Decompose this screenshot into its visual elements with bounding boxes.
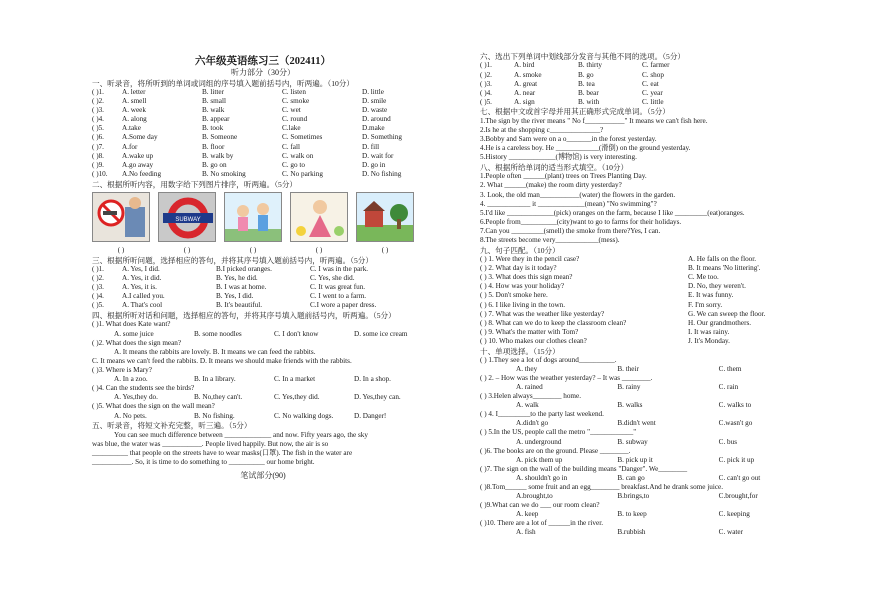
option-text: B. go xyxy=(578,70,594,79)
mc-question: ( )8.Tom______ some fruit and an egg________ breakfast.And he drank some juice. xyxy=(480,482,724,491)
option-text: B. litter xyxy=(202,88,224,96)
match-question: ( ) 10. Who makes our clothes clean? xyxy=(480,336,587,345)
picture-answer-blank: ( ) xyxy=(315,245,323,254)
option-text: C. Yes,they did. xyxy=(274,393,320,402)
fill-in-line: 4.He is a careless boy. He ____________(滑倒) on the ground yesterday. xyxy=(480,144,691,153)
option-text: C. can't go out xyxy=(718,473,761,482)
option-text: A. Yes, I did. xyxy=(122,264,160,273)
match-row xyxy=(480,337,820,346)
sec4-q3: ( )3. Where is Mary? xyxy=(92,366,152,375)
question-number: ( )5. xyxy=(92,301,104,310)
option-text: D. smile xyxy=(362,97,387,106)
option-text: B. rainy xyxy=(617,383,641,392)
sec6-list xyxy=(480,61,820,106)
option-text: A. Yes,they do. xyxy=(114,393,158,402)
sec4-q1: ( )1. What does Kate want? xyxy=(92,320,171,329)
option-text: A. No pets. xyxy=(114,411,147,420)
option-text: B. walk xyxy=(202,106,225,115)
sec6-heading: 六、选出下列单词中划线部分发音与其他不同的选项。（5分） xyxy=(480,52,686,61)
question-number: ( )3. xyxy=(480,79,492,88)
match-answer: B. It means 'No littering'. xyxy=(688,264,761,273)
option-text: B. I was at home. xyxy=(216,283,267,292)
option-text: D. No fishing xyxy=(362,169,402,178)
option-text: C. bus xyxy=(718,437,738,446)
match-row xyxy=(480,273,820,282)
option-text: B. In a library. xyxy=(194,375,236,384)
sec10-list xyxy=(480,356,820,537)
sec4-q5-options xyxy=(92,412,434,421)
option-text: B. No,they can't. xyxy=(194,393,243,402)
sec4-heading: 四、根据所听对话和问题，选择相应的答句，并将其序号填入题前括号内，听两遍。（5分） xyxy=(92,311,396,320)
option-text: D. fill xyxy=(362,142,380,151)
option-text: B. tea xyxy=(578,79,595,88)
sec6-row xyxy=(480,61,820,70)
mc-options xyxy=(480,474,820,483)
option-text: C. year xyxy=(642,88,663,97)
question-number: ( )9. xyxy=(92,160,104,169)
option-text: C.wasn't go xyxy=(718,419,753,428)
picture-answer-blank: ( ) xyxy=(249,245,257,254)
fill-in-line: 1.The sign by the river means " No f___________" It means we can't fish here. xyxy=(480,116,708,125)
fill-in-line: 1.People often ______(plant) trees on Trees Planting Day. xyxy=(480,172,647,181)
question-number: ( )1. xyxy=(92,264,104,273)
match-answer: E. It was funny. xyxy=(688,291,734,300)
option-text: C. keeping xyxy=(718,509,750,518)
match-answer: H. Our grandmothers. xyxy=(688,318,752,327)
mc-question: ( ) 1.They see a lot of dogs around__________. xyxy=(480,356,617,365)
option-text: A. letter xyxy=(122,88,146,96)
question-number: ( )4. xyxy=(480,88,492,97)
sec9-heading: 九、句子匹配。（10分） xyxy=(480,245,560,255)
match-row xyxy=(480,310,820,319)
option-text: D. little xyxy=(362,88,384,96)
mc-options xyxy=(480,401,820,410)
option-text: C. I went to a farm. xyxy=(310,292,367,301)
fill-in-line: 8.The streets become very____________(mess). xyxy=(480,236,620,244)
question-number: ( )5. xyxy=(92,124,104,133)
option-text: B. Someone xyxy=(202,133,238,142)
option-text: C. No parking xyxy=(282,169,323,178)
sec1-row xyxy=(92,88,434,97)
option-text: C. eat xyxy=(642,79,659,88)
sec1-row xyxy=(92,106,434,115)
match-question: ( ) 6. I like living in the town. xyxy=(480,300,566,309)
mc-options xyxy=(480,365,820,374)
passage-line: was blue, the water was ___________. People lived happily. But now, the air is so xyxy=(92,439,329,448)
option-text: C. smoke xyxy=(282,97,310,106)
option-text: C. farmer xyxy=(642,61,670,70)
option-text: A.Some day xyxy=(122,133,158,142)
match-row xyxy=(480,291,820,300)
sec1-row xyxy=(92,143,434,152)
fill-in-line: 7.Can you _________(smell) the smoke from there?Yes, I can. xyxy=(480,226,661,235)
option-text: A. walk xyxy=(516,401,539,410)
picture-answer-blank: ( ) xyxy=(117,245,125,254)
sec4-q2: ( )2. What does the sign mean? xyxy=(92,338,182,347)
picture-girl-garden xyxy=(290,192,348,242)
option-text: A.for xyxy=(122,142,138,151)
question-number: ( )2. xyxy=(92,274,104,283)
option-text: D. around xyxy=(362,115,391,124)
option-text: A. smell xyxy=(122,97,147,106)
mc-options xyxy=(480,383,820,392)
mc-question: ( )6. The books are on the ground. Please ________. xyxy=(480,446,631,455)
mc-options xyxy=(480,438,820,447)
mc-question: ( ) 2. – How was the weather yesterday? – It was ________. xyxy=(480,374,653,383)
sec4-q4-options xyxy=(92,393,434,402)
match-answer: C. Me too. xyxy=(688,273,719,282)
sec8-list xyxy=(480,172,820,245)
option-text: A. week xyxy=(122,106,146,115)
option-text: A. shouldn't go in xyxy=(516,473,568,482)
match-answer: J. It's Monday. xyxy=(688,336,730,345)
option-text: B.didn't went xyxy=(617,419,656,428)
match-question: ( ) 2. What day is it today? xyxy=(480,264,557,273)
option-text: A. Yes, it did. xyxy=(122,274,162,283)
match-question: ( ) 3. What does this sign mean? xyxy=(480,273,573,282)
fill-in-line: 2. What ______(make) the room dirty yesterday? xyxy=(480,181,622,190)
question-number: ( )8. xyxy=(92,151,104,160)
mc-question: ( )10. There are a lot of ______in the river. xyxy=(480,518,604,527)
sec4-q4: ( )4. Can the students see the birds? xyxy=(92,384,195,393)
option-text: C. walks to xyxy=(718,401,752,410)
fill-in-line: 6.People from__________(city)want to go to farms for their holidays. xyxy=(480,217,682,226)
option-text: A. sign xyxy=(514,97,535,106)
passage-line: You can see much difference between _____________ and now. Fifty years ago, the sky xyxy=(114,430,368,439)
option-text: B. It's beautiful. xyxy=(216,301,263,310)
option-text: C.lake xyxy=(282,124,301,133)
option-text: B. their xyxy=(617,365,639,374)
question-number: ( )3. xyxy=(92,106,104,115)
match-answer: I. It was rainy. xyxy=(688,327,730,336)
fill-in-line: 2.Is he at the shopping c______________? xyxy=(480,125,604,134)
fill-in-line: 5.History _____________(博物馆) is very interesting. xyxy=(480,153,637,162)
picture-row xyxy=(92,192,434,244)
sec4-q3-options xyxy=(92,375,434,384)
option-text: C. Sometimes xyxy=(282,133,323,142)
option-text: A. great xyxy=(514,79,538,88)
option-text: D. waste xyxy=(362,106,388,115)
svg-text:SUBWAY: SUBWAY xyxy=(175,216,201,223)
option-text: B. took xyxy=(202,124,224,133)
option-text: B. pick up it xyxy=(617,455,653,464)
sec7-list xyxy=(480,117,820,162)
worksheet-title: 六年级英语练习三（202411） xyxy=(195,56,331,67)
option-text: B. with xyxy=(578,97,600,106)
sec6-row xyxy=(480,89,820,98)
mc-question: ( ) 5.In the US, people call the metro "____________" xyxy=(480,428,637,437)
sec9-list xyxy=(480,255,820,346)
option-text: A.I called you. xyxy=(122,292,165,301)
right-column xyxy=(480,0,820,537)
option-text: A.go away xyxy=(122,160,154,169)
match-question: ( ) 4. How was your holiday? xyxy=(480,282,565,291)
fill-in-line: 3. Look, the old man___________(water) the flowers in the garden. xyxy=(480,190,676,199)
sec1-heading: 一、听录音，将所听到的单词或词组的序号填入题前括号内，听两遍。（10分） xyxy=(92,78,354,88)
option-text: A. along xyxy=(122,115,147,124)
sec4-q2-options-b: C. It means we can't feed the rabbits. D. It means we should make friends with the rabbits. xyxy=(92,356,352,365)
listening-label: 听力部分（30分） xyxy=(231,68,295,77)
fill-in-line: 5.I'd like _____________(pick) oranges on the farm, because I like _________(eat)oranges. xyxy=(480,208,745,217)
option-text: A. smoke xyxy=(514,70,542,79)
question-number: ( )1. xyxy=(92,88,104,96)
match-question: ( ) 8. What can we do to keep the classroom clean? xyxy=(480,318,627,327)
option-text: C. I was in the park. xyxy=(310,264,369,273)
option-text: C. rain xyxy=(718,383,739,392)
question-number: ( )7. xyxy=(92,142,104,151)
option-text: A. pick them up xyxy=(516,455,563,464)
option-text: A. they xyxy=(516,365,538,374)
picture-answer-blank: ( ) xyxy=(381,245,389,254)
sec1-row xyxy=(92,133,434,142)
option-text: B. thirty xyxy=(578,61,602,70)
option-text: D. go in xyxy=(362,160,386,169)
picture-answer-blank: ( ) xyxy=(183,245,191,254)
option-text: C. walk on xyxy=(282,151,314,160)
match-row xyxy=(480,301,820,310)
mc-question: ( ) 4. I_________to the party last weekend. xyxy=(480,410,604,419)
match-answer: G. We can sweep the floor. xyxy=(688,309,766,318)
option-text: D. some ice cream xyxy=(354,329,408,338)
sec8-heading: 八、根据所给单词的适当形式填空。（10分） xyxy=(480,162,629,172)
fill-in-line: 4. ____________ it _____________(mean) "No swimming"? xyxy=(480,199,657,208)
match-answer: F. I'm sorry. xyxy=(688,300,723,309)
option-text: A. underground xyxy=(516,437,562,446)
option-text: B. walk by xyxy=(202,151,234,160)
match-row xyxy=(480,319,820,328)
match-question: ( ) 9. What's the matter with Tom? xyxy=(480,327,579,336)
mc-options xyxy=(480,456,820,465)
option-text: B. walks xyxy=(617,401,643,410)
sec10-heading: 十、单项选择。（15分） xyxy=(480,346,560,356)
option-text: C. fall xyxy=(282,142,300,151)
picture-answer-row xyxy=(92,246,434,255)
option-text: D. Danger! xyxy=(354,411,387,420)
option-text: A.didn't go xyxy=(516,419,549,428)
option-text: A.No feeding xyxy=(122,169,162,178)
option-text: C. them xyxy=(718,365,742,374)
option-text: A. rained xyxy=(516,383,543,392)
option-text: B. appear xyxy=(202,115,230,124)
question-number: ( )4. xyxy=(92,292,104,301)
option-text: A. some juice xyxy=(114,329,154,338)
option-text: A. keep xyxy=(516,509,539,518)
option-text: D. Something xyxy=(362,133,402,142)
option-text: B.rubbish xyxy=(617,527,646,536)
question-number: ( )6. xyxy=(92,133,104,142)
sec6-row xyxy=(480,80,820,89)
question-number: ( )2. xyxy=(480,70,492,79)
question-number: ( )3. xyxy=(92,283,104,292)
sec3-row xyxy=(92,274,434,283)
sec3-row xyxy=(92,265,434,274)
option-text: B. go on xyxy=(202,160,227,169)
question-number: ( )2. xyxy=(92,97,104,106)
mc-question: ( ) 3.Helen always________ home. xyxy=(480,392,582,401)
option-text: B. No fishing. xyxy=(194,411,235,420)
option-text: B. Yes, he did. xyxy=(216,274,258,283)
match-question: ( ) 7. What was the weather like yesterday? xyxy=(480,309,605,318)
match-question: ( ) 1. Were they in the pencil case? xyxy=(480,255,580,264)
option-text: C.I wore a paper dress. xyxy=(310,301,377,310)
match-row xyxy=(480,328,820,337)
sec3-list xyxy=(92,265,434,310)
option-text: A.brought,to xyxy=(516,491,553,500)
sec1-row xyxy=(92,161,434,170)
option-text: D. In a shop. xyxy=(354,375,391,384)
option-text: C. pick it up xyxy=(718,455,755,464)
sec3-row xyxy=(92,283,434,292)
option-text: C. In a market xyxy=(274,375,316,384)
option-text: C. I don't know xyxy=(274,329,319,338)
option-text: B. to keep xyxy=(617,509,647,518)
match-answer: A. He falls on the floor. xyxy=(688,255,757,264)
sec7-heading: 七、根据中文或首字母并用其正确形式完成单词。（5分） xyxy=(480,107,670,117)
option-text: C. wet xyxy=(282,106,301,115)
mc-options xyxy=(480,528,820,537)
sec6-row xyxy=(480,71,820,80)
option-text: B.brings,to xyxy=(617,491,650,500)
sec3-row xyxy=(92,292,434,301)
sec1-row xyxy=(92,152,434,161)
mc-options xyxy=(480,492,820,501)
passage-line: ___________. So, it is time to do something to __________ our home bright. xyxy=(92,457,315,466)
sec4-q5: ( )5. What does the sign on the wall mean? xyxy=(92,402,215,411)
sec5-passage xyxy=(92,431,434,467)
question-number: ( )10. xyxy=(92,169,108,178)
mc-options xyxy=(480,419,820,428)
sec3-heading: 三、根据所听问题，选择相应的答句，并将其序号填入题前括号内，听两遍。（5分） xyxy=(92,255,373,265)
sec5-heading: 五、听录音，将短文补充完整，听三遍。（5分） xyxy=(92,421,252,431)
option-text: D. Yes,they can. xyxy=(354,393,401,402)
option-text: C. round xyxy=(282,115,308,124)
sec4-q2-options-a: A. It means the rabbits are lovely. B. It means we can feed the rabbits. xyxy=(114,347,316,356)
option-text: C.brought,for xyxy=(718,491,758,500)
option-text: B. Yes, I did. xyxy=(216,292,254,301)
picture-underground-sign xyxy=(158,192,216,242)
sec1-row xyxy=(92,170,434,179)
option-text: B.I picked oranges. xyxy=(216,264,272,273)
sec2-heading: 二、根据所听内容，用数字给下列图片排序，听两遍。（5分） xyxy=(92,179,298,189)
picture-farm-scene xyxy=(356,192,414,242)
mc-question: ( )9.What can we do ___ our room clean? xyxy=(480,500,600,509)
mc-options xyxy=(480,510,820,519)
option-text: A. near xyxy=(514,88,536,97)
written-label: 笔试部分(90) xyxy=(240,471,286,481)
option-text: C. water xyxy=(718,527,744,536)
option-text: A.wake up xyxy=(122,151,154,160)
picture-no-smoking xyxy=(92,192,150,242)
picture-children-rain xyxy=(224,192,282,242)
sec1-row xyxy=(92,124,434,133)
option-text: B. floor xyxy=(202,142,225,151)
option-text: A. Yes, it is. xyxy=(122,283,157,292)
match-row xyxy=(480,282,820,291)
left-column xyxy=(92,0,434,480)
option-text: C. go to xyxy=(282,160,305,169)
mc-question: ( )7. The sign on the wall of the building means "Danger". We________ xyxy=(480,464,688,473)
sec4-q1-options xyxy=(92,330,434,339)
option-text: B. subway xyxy=(617,437,648,446)
option-text: B. bear xyxy=(578,88,599,97)
option-text: B. small xyxy=(202,97,226,106)
option-text: B. some noodles xyxy=(194,329,242,338)
question-number: ( )5. xyxy=(480,97,492,106)
match-question: ( ) 5. Don't smoke here. xyxy=(480,291,548,300)
option-text: A. In a zoo. xyxy=(114,375,148,384)
sec1-list xyxy=(92,88,434,179)
option-text: C. shop xyxy=(642,70,664,79)
option-text: A. fish xyxy=(516,527,536,536)
question-number: ( )4. xyxy=(92,115,104,124)
option-text: A. bird xyxy=(514,61,535,70)
option-text: A. That's cool xyxy=(122,301,163,310)
passage-line: __________ that people on the streets have to wear masks(口罩). The fish in the water are xyxy=(92,448,353,457)
sec6-row xyxy=(480,98,820,107)
match-row xyxy=(480,255,820,264)
option-text: C. No walking dogs. xyxy=(274,411,334,420)
sec3-row xyxy=(92,301,434,310)
sec1-row xyxy=(92,97,434,106)
option-text: A.take xyxy=(122,124,141,133)
option-text: C. little xyxy=(642,97,664,106)
match-answer: D. No, they weren't. xyxy=(688,282,746,291)
option-text: B. can go xyxy=(617,473,645,482)
option-text: C. listen xyxy=(282,88,306,96)
option-text: C. Yes, she did. xyxy=(310,274,355,283)
option-text: D. wait for xyxy=(362,151,394,160)
sec1-row xyxy=(92,115,434,124)
question-number: ( )1. xyxy=(480,61,492,70)
match-row xyxy=(480,264,820,273)
option-text: C. It was great fun. xyxy=(310,283,366,292)
option-text: B. No smoking xyxy=(202,169,246,178)
fill-in-line: 3.Bobby and Sam were on a o_______in the forest yesterday. xyxy=(480,135,657,144)
option-text: D.make xyxy=(362,124,385,133)
